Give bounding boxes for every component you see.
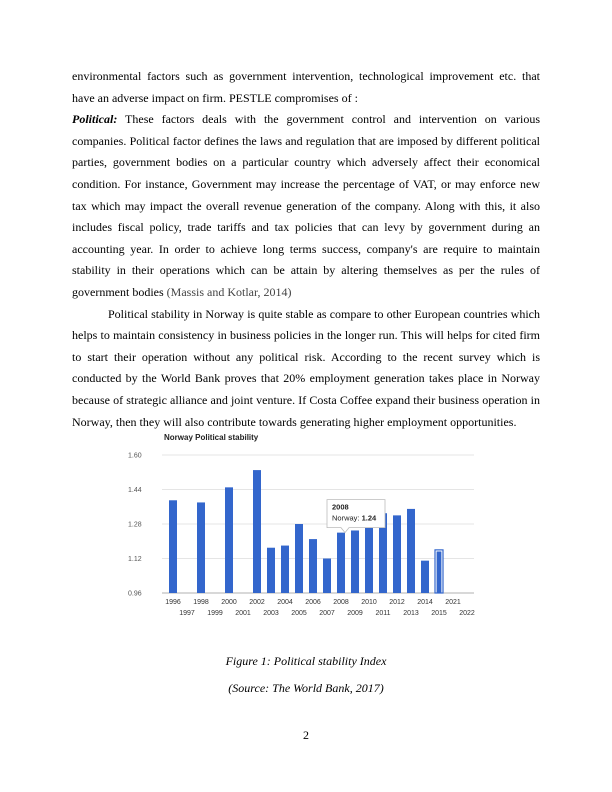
x-tick-label: 2007 xyxy=(319,610,335,617)
chart-title: Norway Political stability xyxy=(164,433,259,442)
x-tick-label: 2004 xyxy=(277,599,293,606)
x-tick-label: 2015 xyxy=(431,610,447,617)
x-tick-label: 2013 xyxy=(403,610,419,617)
bar-2000[interactable] xyxy=(225,487,233,593)
x-tick-label: 2010 xyxy=(361,599,377,606)
figure-source: (Source: The World Bank, 2017) xyxy=(228,681,384,695)
x-tick-label: 2001 xyxy=(235,610,251,617)
chart-x-axis xyxy=(165,599,475,617)
political-body: These factors deals with the government control and intervention on various companies. Political factor defines the laws and regulation that are imposed by different political parties, government bodies on a particular country which adversely affect their economical condition. For instance, Government may increase the percentage of VAT, or may enforce new tax which may impact the overall revenue generation of the company. Along with this, it also includes fiscal policy, trade tariffs and tax policies that can levy by government during an accounting year. In order to achieve long terms success, company's are require to maintain stability in their operations which can be attain by altering themselves as per the rules of government bodies xyxy=(72,112,540,299)
bar-2005[interactable] xyxy=(295,524,303,593)
norway-paragraph: Political stability in Norway is quite stable as compare to other European countries which helps to maintain consistency in business policies in the longer run. This will helps for cited firm to start their operation without any political risk. According to the recent survey which is conducted by the World Bank proves that 20% employment generation takes place in Norway because of strategic alliance and joint venture. If Costa Coffee expand their business operation in Norway, then they will also contribute towards generating higher employment opportunities. xyxy=(72,306,540,429)
x-tick-label: 2021 xyxy=(445,599,461,606)
x-tick-label: 2011 xyxy=(375,610,391,617)
bar-2013[interactable] xyxy=(407,509,415,593)
bar-2010[interactable] xyxy=(365,522,373,593)
tooltip-year: 2008 xyxy=(332,502,349,512)
chart-y-axis xyxy=(128,453,142,598)
x-tick-label: 1997 xyxy=(179,610,195,617)
figure-caption: Figure 1: Political stability Index xyxy=(225,654,387,668)
political-heading: Political: xyxy=(72,112,118,127)
page-number: 2 xyxy=(303,728,309,742)
bar-1998[interactable] xyxy=(197,502,205,593)
x-tick-label: 2005 xyxy=(291,610,307,617)
body-text xyxy=(72,66,540,433)
chart-tooltip xyxy=(327,500,385,533)
x-tick-label: 2003 xyxy=(263,610,279,617)
political-paragraph xyxy=(72,109,540,303)
bar-2009[interactable] xyxy=(351,530,359,593)
x-tick-label: 2006 xyxy=(305,599,321,606)
y-tick-label: 0.96 xyxy=(128,590,142,598)
y-tick-label: 1.44 xyxy=(128,487,142,494)
bar-2007[interactable] xyxy=(323,559,331,594)
bar-2004[interactable] xyxy=(281,546,289,593)
political-citation: (Massis and Kotlar, 2014) xyxy=(166,284,292,299)
bar-2015-fill xyxy=(437,551,442,593)
y-tick-label: 1.60 xyxy=(128,452,142,460)
chart-bars xyxy=(169,470,443,593)
tooltip-series-label: Norway: xyxy=(332,513,360,523)
x-tick-label: 1999 xyxy=(207,610,223,617)
bar-2014[interactable] xyxy=(421,561,429,593)
y-tick-label: 1.12 xyxy=(128,556,142,563)
political-stability-chart xyxy=(128,428,484,624)
x-tick-label: 1996 xyxy=(165,599,181,606)
chart-svg xyxy=(128,428,484,624)
tooltip-value: 1.24 xyxy=(361,513,377,523)
x-tick-label: 2022 xyxy=(459,610,475,617)
x-tick-label: 2009 xyxy=(347,610,363,617)
bar-1996[interactable] xyxy=(169,500,177,593)
bar-2012[interactable] xyxy=(393,515,401,593)
y-tick-label: 1.28 xyxy=(128,521,142,529)
x-tick-label: 2002 xyxy=(249,599,265,606)
x-tick-label: 2012 xyxy=(389,599,405,606)
x-tick-label: 2008 xyxy=(333,599,349,606)
x-tick-label: 2014 xyxy=(417,599,433,606)
bar-2006[interactable] xyxy=(309,539,317,593)
tooltip-value-line xyxy=(332,514,377,523)
bar-2003[interactable] xyxy=(267,548,275,593)
intro-paragraph: environmental factors such as government intervention, technological improvement etc. that have an adverse impact on firm. PESTLE compromises of : xyxy=(72,69,540,105)
x-tick-label: 2000 xyxy=(221,599,237,606)
bar-2002[interactable] xyxy=(253,470,261,593)
bar-2008[interactable] xyxy=(337,533,345,593)
x-tick-label: 1998 xyxy=(193,599,209,606)
